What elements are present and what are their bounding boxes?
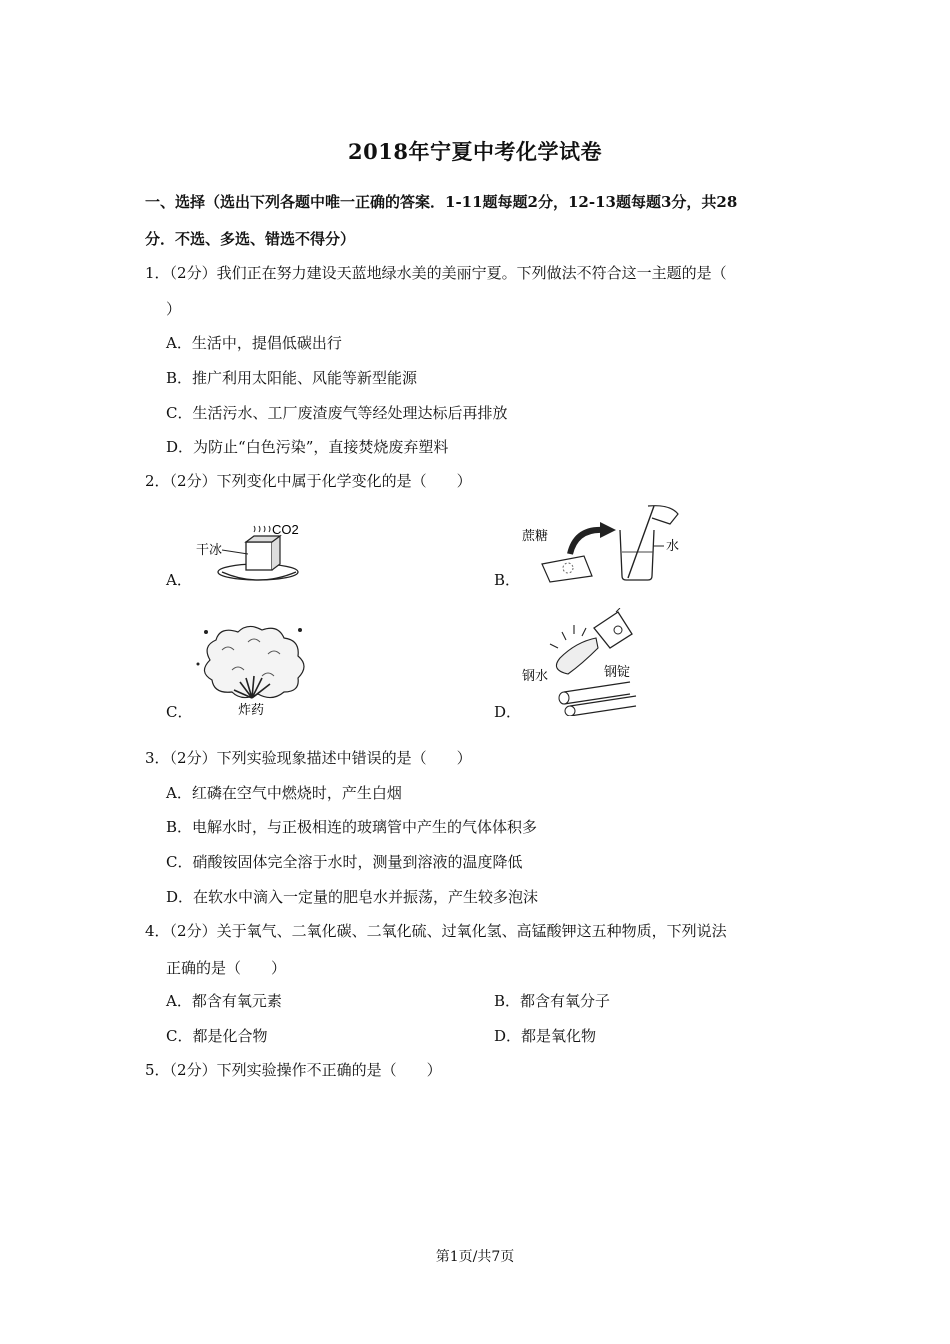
sugar-dissolving-figure (520, 502, 690, 584)
question-1-option-a: A．生活中，提倡低碳出行 (166, 334, 342, 352)
co2-label: CO2 (272, 522, 299, 537)
explosive-figure (192, 620, 312, 718)
question-4-option-a: A．都含有氧元素 (166, 992, 282, 1010)
sugar-label: 蔗糖 (522, 528, 549, 543)
question-2-option-a: A． (166, 571, 192, 589)
question-4-option-b: B．都含有氧分子 (494, 992, 611, 1010)
question-1-stem-cont: ） (166, 300, 182, 318)
molten-steel-figure (520, 608, 646, 716)
page-footer: 第1页/共7页 (435, 1249, 515, 1265)
question-2-stem: 2．（2分）下列变化中属于化学变化的是（ ） (145, 472, 472, 490)
question-3-option-d: D．在软水中滴入一定量的肥皂水并振荡，产生较多泡沫 (166, 888, 539, 906)
question-1-option-c: C．生活污水、工厂废渣废气等经处理达标后再排放 (166, 404, 508, 422)
section-heading-line2: 分．不选、多选、错选不得分） (145, 230, 356, 248)
explosive-label: 炸药 (238, 702, 265, 717)
question-4-stem-cont: 正确的是（ ） (166, 959, 287, 977)
molten-steel-label: 钢水 (522, 668, 549, 683)
question-1-stem: 1．（2分）我们正在努力建设天蓝地绿水美的美丽宁夏。下列做法不符合这一主题的是（ (145, 264, 727, 282)
question-2-option-c: C． (166, 703, 193, 721)
section-heading-line1: 一、选择（选出下列各题中唯一正确的答案．1-11题每题2分，12-13题每题3分，共28 (145, 193, 738, 211)
dry-ice-figure (192, 520, 304, 586)
question-4-option-c: C．都是化合物 (166, 1027, 268, 1045)
page-title: 2018年宁夏中考化学试卷 (348, 139, 602, 164)
question-1-option-d: D．为防止“白色污染”，直接焚烧废弃塑料 (166, 438, 449, 456)
question-3-option-b: B．电解水时，与正极相连的玻璃管中产生的气体体积多 (166, 818, 538, 836)
dry-ice-label: 干冰 (196, 542, 223, 557)
question-2-option-d: D． (494, 703, 522, 721)
steel-ingot-label: 钢锭 (604, 664, 631, 679)
question-3-option-a: A．红磷在空气中燃烧时，产生白烟 (166, 784, 402, 802)
water-label: 水 (666, 538, 680, 553)
question-3-stem: 3．（2分）下列实验现象描述中错误的是（ ） (145, 749, 472, 767)
question-3-option-c: C．硝酸铵固体完全溶于水时，测量到溶液的温度降低 (166, 853, 523, 871)
question-4-stem: 4．（2分）关于氧气、二氧化碳、二氧化硫、过氧化氢、高锰酸钾这五种物质，下列说法 (145, 922, 727, 940)
question-5-stem: 5．（2分）下列实验操作不正确的是（ ） (145, 1061, 442, 1079)
question-2-option-b: B． (494, 571, 521, 589)
question-1-option-b: B．推广利用太阳能、风能等新型能源 (166, 369, 418, 387)
question-4-option-d: D．都是氧化物 (494, 1027, 597, 1045)
